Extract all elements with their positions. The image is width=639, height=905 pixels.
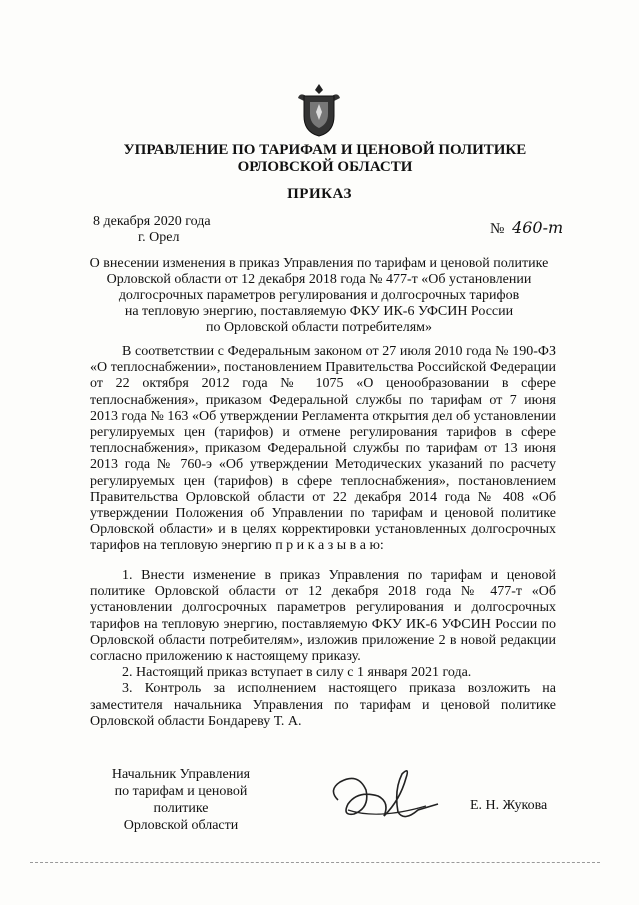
order-item-2: 2. Настоящий приказ вступает в силу с 1 января 2021 года. [122, 665, 472, 681]
document-city: г. Орел [138, 230, 180, 245]
agency-name-line1: УПРАВЛЕНИЕ ПО ТАРИФАМ И ЦЕНОВОЙ ПОЛИТИКЕ [123, 142, 527, 158]
document-date: 8 декабря 2020 года [93, 214, 211, 229]
signatory-name: Е. Н. Жукова [470, 798, 548, 813]
subject-line: Орловской области от 12 декабря 2018 года № 477-т «Об установлении [106, 272, 532, 287]
agency-name-line2: ОРЛОВСКОЙ ОБЛАСТИ [237, 159, 413, 175]
document-body [90, 344, 556, 555]
document-number [490, 218, 563, 238]
preamble-paragraph: В соответствии с Федеральным законом от 27 июля 2010 года № 190-ФЗ «О теплоснабжении», постановлением Правительства Российской Федерации от 22 октября 2012 года № 1075 «О ценообразовании в сфере теплоснабжения», приказом Федеральной службы по тарифам от 7 июня 2013 года № 163 «Об утверждении Регламента открытия дел об установлении регулируемых цен (тарифов) и отмене регулирования тарифов в сфере теплоснабжения», приказом Федеральной службы по тарифам от 13 июня 2013 года № 760-э «Об утверждении Методических указаний по расчету регулируемых цен (тарифов) в сфере теплоснабжения», постановлением Правительства Орловской области от 22 декабря 2014 года № 408 «Об утверждении Положения об Управлении по тарифам и ценовой политике Орловской области» и в целях корректировки установленных долгосрочных тарифов на тепловую энергию п р и к а з ы в а ю: [90, 344, 556, 554]
subject-line: О внесении изменения в приказ Управления по тарифам и ценовой политике [89, 256, 549, 271]
number-handwritten: 460-т [512, 218, 564, 237]
signatory-position [86, 766, 276, 834]
handwritten-signature [318, 760, 448, 832]
order-items [90, 568, 556, 730]
page-bottom-divider [30, 862, 600, 864]
position-line: по тарифам и ценовой политике [114, 784, 248, 816]
order-item-1: 1. Внести изменение в приказ Управления по тарифам и ценовой политике Орловской области от 12 декабря 2018 года № 477-т «Об установлении долгосрочных параметров регулирования и долгосрочных тарифов на тепловую энергию, поставляемую ФКУ ИК-6 УФСИН России по Орловской области потребителям», изложив приложение 2 в новой редакции согласно приложению к настоящему приказу. [90, 568, 556, 665]
order-item-3: 3. Контроль за исполнением настоящего приказа возложить на заместителя начальника Управления по тарифам и ценовой политике Орловской области Бондареву Т. А. [90, 681, 556, 729]
subject-line: на тепловую энергию, поставляемую ФКУ ИК-6 УФСИН России [124, 304, 514, 319]
coat-of-arms-emblem [296, 82, 342, 138]
subject-line: по Орловской области потребителям» [205, 320, 433, 335]
number-prefix: № [490, 221, 505, 237]
document-subject [80, 256, 558, 336]
position-line: Начальник Управления [111, 767, 251, 782]
position-line: Орловской области [123, 818, 239, 833]
document-type: ПРИКАЗ [287, 186, 352, 202]
subject-line: долгосрочных параметров регулирования и долгосрочных тарифов [118, 288, 520, 303]
